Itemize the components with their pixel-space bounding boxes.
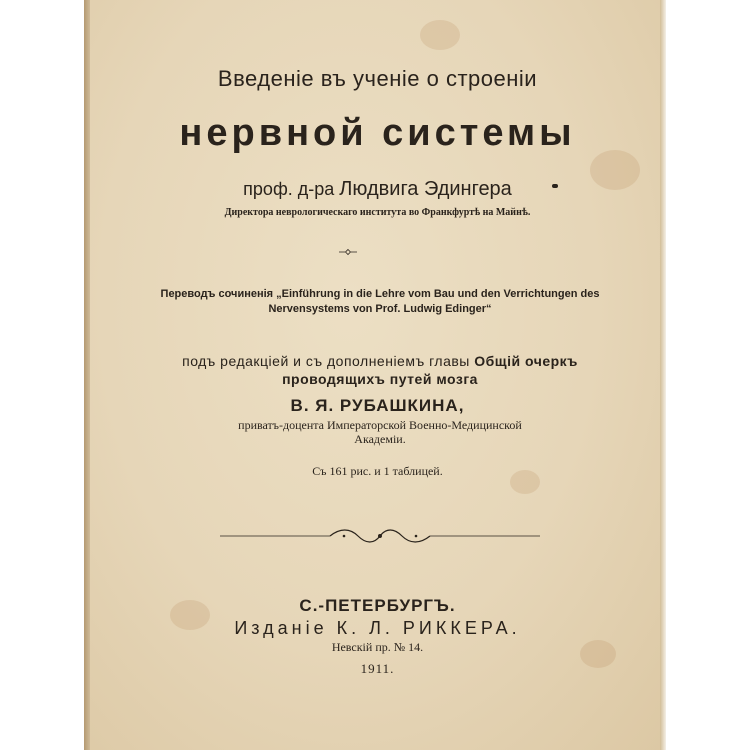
ornament-divider-icon bbox=[220, 524, 540, 548]
ink-dot bbox=[552, 184, 558, 188]
editor-title bbox=[180, 418, 580, 446]
imprint-address: Невскій пр. № 14. bbox=[331, 640, 424, 654]
imprint-city: С.-ПЕТЕРБУРГЪ. bbox=[299, 596, 456, 615]
small-ornament-icon bbox=[338, 248, 358, 256]
editorial-chapter-part-1: Общій очеркъ bbox=[474, 353, 578, 369]
translation-line-1: Переводъ сочиненія „Einführung in die Lehre vom Bau und den Verrichtungen des bbox=[160, 288, 600, 300]
editorial-chapter-part-2: проводящихъ путей мозга bbox=[282, 371, 478, 387]
imprint-year: 1911. bbox=[360, 661, 395, 676]
editorial-note bbox=[130, 352, 630, 388]
title-page bbox=[90, 0, 665, 750]
imprint-publisher: Изданіе К. Л. РИККЕРА. bbox=[234, 618, 521, 638]
translation-line-2: Nervensystems von Prof. Ludwig Edinger“ bbox=[268, 303, 492, 315]
title-line-2: нервной системы bbox=[179, 112, 576, 154]
editor-title-line-1: приватъ-доцента Императорской Военно-Медицинской bbox=[238, 418, 522, 432]
author-position: Директора неврологическаго института во Франкфуртѣ на Майнѣ. bbox=[224, 207, 531, 218]
editorial-line-2 bbox=[130, 370, 630, 388]
illustrations-note: Съ 161 рис. и 1 таблицей. bbox=[312, 464, 443, 478]
author-name: Людвига Эдингера bbox=[339, 178, 512, 200]
author-line bbox=[90, 178, 665, 201]
editorial-plain: подъ редакціей и съ дополненіемъ главы bbox=[182, 353, 470, 369]
foxing-stain bbox=[420, 20, 460, 50]
page-edge bbox=[660, 0, 666, 750]
editor-name: В. Я. РУБАШКИНА, bbox=[290, 396, 465, 415]
title-line-1: Введеніе въ ученіе о строеніи bbox=[217, 66, 538, 91]
editorial-line-1 bbox=[130, 352, 630, 370]
translation-note bbox=[135, 287, 625, 317]
author-prefix: проф. д-ра bbox=[243, 179, 335, 199]
editor-title-line-2: Академіи. bbox=[354, 432, 406, 446]
